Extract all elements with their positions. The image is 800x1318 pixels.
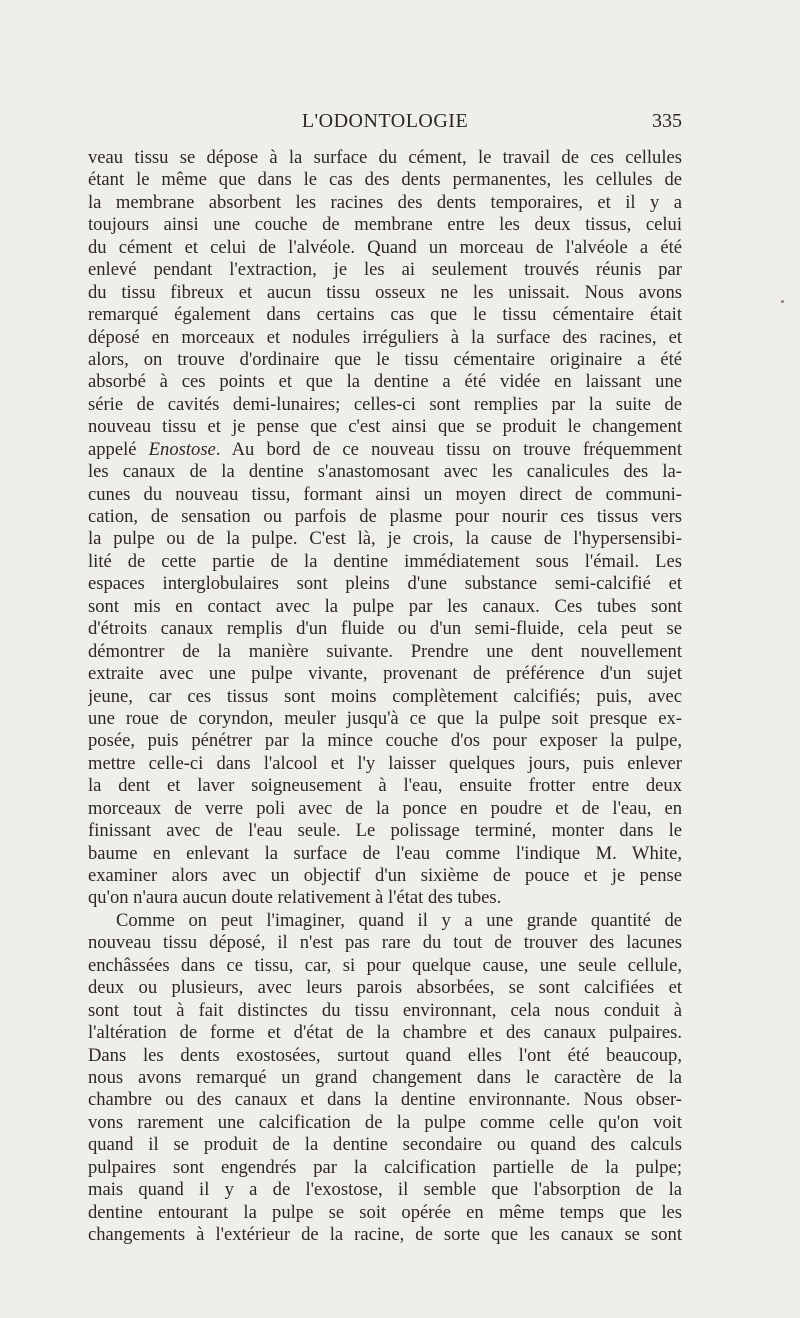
running-title: L'ODONTOLOGIE [301,110,469,132]
text-line: du tissu fibreux et aucun tissu osseux ne les unissait. Nous avons [88,281,682,303]
text-line: nouveau tissu déposé, il n'est pas rare du tout de trouver des lacunes [88,932,682,954]
paragraph-end-line: qu'on n'aura aucun doute relativement à l'état des tubes. [88,887,502,909]
text-line-with-italic [88,439,682,461]
text-line: quand il se produit de la dentine secondaire ou quand des calculs [88,1134,682,1156]
line-lead: appelé [88,438,149,460]
text-line: examiner alors avec un objectif d'un sixième de pouce et je pense [88,865,682,886]
text-line: posée, puis pénétrer par la mince couche d'os pour exposer la pulpe, [88,730,682,752]
text-line: veau tissu se dépose à la surface du cément, le travail de ces cellules [88,147,682,168]
text-line: dentine entourant la pulpe se soit opérée en même temps que les [88,1201,682,1223]
text-line: toujours ainsi une couche de membrane entre les deux tissus, celui [88,214,682,236]
text-line: nous avons remarqué un grand changement dans le caractère de la [88,1066,682,1088]
text-line: sont mis en contact avec la pulpe par les canaux. Ces tubes sont [88,595,682,617]
line-tail: . Au bord de ce nouveau tissu on trouve fréquemment [215,438,682,460]
page-number: 335 [652,110,682,132]
text-line: une roue de coryndon, meuler jusqu'à ce que la pulpe soit presque ex- [88,707,682,729]
text-line: mettre celle-ci dans l'alcool et l'y laisser quelques jours, puis enlever [88,752,682,774]
italic-term: Enostose [148,438,216,460]
text-line: nouveau tissu et je pense que c'est ainsi que se produit le changement [88,416,682,438]
text-line: la membrane absorbent les racines des dents temporaires, et il y a [88,191,682,213]
text-line: l'altération de forme et d'état de la chambre et des canaux pulpaires. [88,1022,682,1044]
text-line: alors, on trouve d'ordinaire que le tissu cémentaire originaire a été [88,348,682,370]
text-line: cunes du nouveau tissu, formant ainsi un moyen direct de communi- [88,483,682,505]
text-line: pulpaires sont engendrés par la calcification partielle de la pulpe; [88,1156,682,1178]
text-line: la dent et laver soigneusement à l'eau, ensuite frotter entre deux [88,775,682,797]
text-line: étant le même que dans le cas des dents permanentes, les cellules de [88,169,682,191]
text-line: jeune, car ces tissus sont moins complètement calcifiés; puis, avec [88,685,682,707]
text-line: extraite avec une pulpe vivante, provenant de préférence d'un sujet [88,663,682,685]
text-line: espaces interglobulaires sont pleins d'une substance semi-calcifié et [88,573,682,595]
paragraph-start-line: Comme on peut l'imaginer, quand il y a une grande quantité de [116,909,682,931]
text-line: morceaux de verre poli avec de la ponce en poudre et de l'eau, en [88,797,682,819]
text-line: du cément et celui de l'alvéole. Quand un morceau de l'alvéole a été [88,236,682,258]
text-line: enchâssées dans ce tissu, car, si pour quelque cause, une seule cellule, [88,954,682,976]
text-line: deux ou plusieurs, avec leurs parois absorbées, se sont calcifiées et [88,977,682,999]
text-line: chambre ou des canaux et dans la dentine environnante. Nous obser- [88,1089,682,1111]
text-line: la pulpe ou de la pulpe. C'est là, je crois, la cause de l'hypersensibi- [88,528,682,550]
paper-speck [781,300,784,303]
text-line: absorbé à ces points et que la dentine a été vidée en laissant une [88,371,682,393]
text-line: les canaux de la dentine s'anastomosant avec les canalicules des la- [88,461,682,483]
text-line: cation, de sensation ou parfois de plasme pour nourir ces tissus vers [88,506,682,527]
text-line: finissant avec de l'eau seule. Le polissage terminé, monter dans le [88,820,682,842]
text-line: enlevé pendant l'extraction, je les ai seulement trouvés réunis par [88,259,682,281]
text-line: baume en enlevant la surface de l'eau comme l'indique M. White, [88,842,682,864]
running-head [88,110,682,140]
text-line: d'étroits canaux remplis d'un fluide ou d'un semi-fluide, cela peut se [88,618,682,640]
text-line: vons rarement une calcification de la pulpe comme celle qu'on voit [88,1111,682,1133]
text-line: démontrer de la manière suivante. Prendre une dent nouvellement [88,640,682,662]
text-line: déposé en morceaux et nodules irréguliers à la surface des racines, et [88,326,682,348]
text-line: lité de cette partie de la dentine immédiatement sous l'émail. Les [88,550,682,572]
text-line: remarqué également dans certains cas que le tissu cémentaire était [88,304,682,326]
body-text [88,147,682,1246]
text-line: mais quand il y a de l'exostose, il semble que l'absorption de la [88,1179,682,1201]
text-line: changements à l'extérieur de la racine, de sorte que les canaux se sont [88,1224,682,1245]
text-line: sont tout à fait distinctes du tissu environnant, cela nous conduit à [88,999,682,1021]
text-line: série de cavités demi-lunaires; celles-ci sont remplies par la suite de [88,393,682,415]
text-line: Dans les dents exostosées, surtout quand elles l'ont été beaucoup, [88,1044,682,1066]
